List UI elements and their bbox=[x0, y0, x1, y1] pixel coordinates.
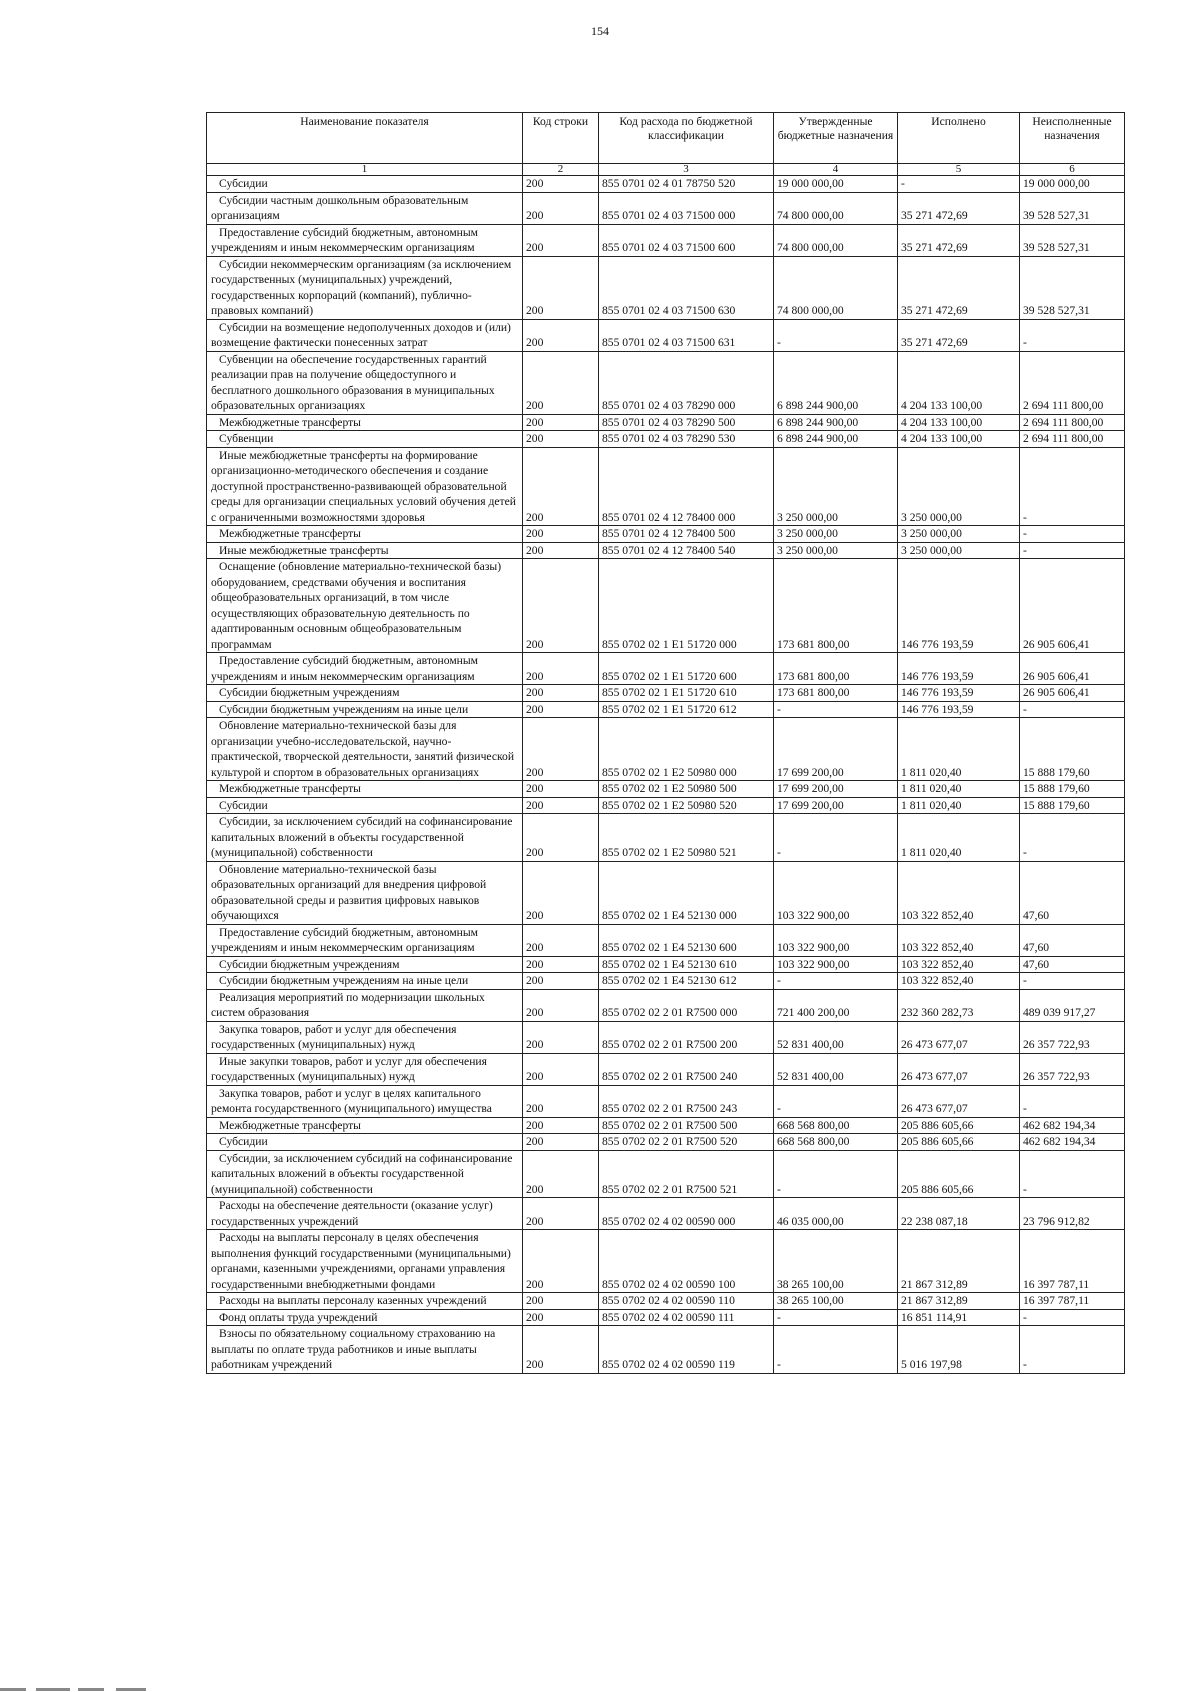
indicator-name-cell: Субвенции bbox=[207, 431, 523, 448]
unexecuted-amount-cell: 26 905 606,41 bbox=[1020, 685, 1125, 702]
indicator-name-cell: Субсидии частным дошкольным образовательным организациям bbox=[207, 192, 523, 224]
expense-code-cell: 855 0702 02 1 E2 50980 521 bbox=[599, 814, 774, 862]
expense-code-cell: 855 0701 02 4 03 71500 600 bbox=[599, 224, 774, 256]
executed-amount-cell: 146 776 193,59 bbox=[898, 653, 1020, 685]
unexecuted-amount-cell: 16 397 787,11 bbox=[1020, 1230, 1125, 1293]
expense-code-cell: 855 0701 02 4 03 71500 630 bbox=[599, 256, 774, 319]
expense-code-cell: 855 0701 02 4 12 78400 500 bbox=[599, 526, 774, 543]
expense-code-cell: 855 0702 02 1 E1 51720 610 bbox=[599, 685, 774, 702]
table-row bbox=[207, 1150, 1125, 1198]
approved-amount-cell: 3 250 000,00 bbox=[774, 447, 898, 526]
indicator-name-cell: Обновление материально-технической базы образовательных организаций для внедрения цифровой образовательной среды и развития цифровых навыков обучающихся bbox=[207, 861, 523, 924]
approved-amount-cell: - bbox=[774, 319, 898, 351]
unexecuted-amount-cell: 16 397 787,11 bbox=[1020, 1293, 1125, 1310]
indicator-name-cell: Межбюджетные трансферты bbox=[207, 1117, 523, 1134]
unexecuted-amount-cell: 2 694 111 800,00 bbox=[1020, 431, 1125, 448]
approved-amount-cell: 74 800 000,00 bbox=[774, 256, 898, 319]
line-code-cell: 200 bbox=[523, 176, 599, 193]
table-row bbox=[207, 447, 1125, 526]
expense-code-cell: 855 0701 02 4 12 78400 540 bbox=[599, 542, 774, 559]
line-code-cell: 200 bbox=[523, 1230, 599, 1293]
line-code-cell: 200 bbox=[523, 1053, 599, 1085]
table-header-row bbox=[207, 113, 1125, 164]
approved-amount-cell: 173 681 800,00 bbox=[774, 653, 898, 685]
executed-amount-cell: 103 322 852,40 bbox=[898, 924, 1020, 956]
executed-amount-cell: 4 204 133 100,00 bbox=[898, 431, 1020, 448]
unexecuted-amount-cell: - bbox=[1020, 542, 1125, 559]
unexecuted-amount-cell: 39 528 527,31 bbox=[1020, 224, 1125, 256]
scan-artifact bbox=[36, 1688, 70, 1691]
table-row bbox=[207, 256, 1125, 319]
expense-code-cell: 855 0702 02 1 E4 52130 610 bbox=[599, 956, 774, 973]
line-code-cell: 200 bbox=[523, 351, 599, 414]
indicator-name-cell: Иные межбюджетные трансферты на формирование организационно-методического обеспечения и создание доступной пространственно-развивающей образовательной среды для организации специальных условий обучения детей с ограниченными возможностями здоровья bbox=[207, 447, 523, 526]
approved-amount-cell: - bbox=[774, 1309, 898, 1326]
indicator-name-cell: Субсидии бюджетным учреждениям на иные цели bbox=[207, 701, 523, 718]
table-row bbox=[207, 653, 1125, 685]
executed-amount-cell: 26 473 677,07 bbox=[898, 1085, 1020, 1117]
table-row bbox=[207, 814, 1125, 862]
line-code-cell: 200 bbox=[523, 924, 599, 956]
approved-amount-cell: 173 681 800,00 bbox=[774, 685, 898, 702]
line-code-cell: 200 bbox=[523, 685, 599, 702]
table-row bbox=[207, 176, 1125, 193]
indicator-name-cell: Субсидии bbox=[207, 797, 523, 814]
unexecuted-amount-cell: - bbox=[1020, 701, 1125, 718]
indicator-name-cell: Взносы по обязательному социальному страхованию на выплаты по оплате труда работников и иные выплаты работникам учреждений bbox=[207, 1326, 523, 1374]
expense-code-cell: 855 0702 02 1 E2 50980 000 bbox=[599, 718, 774, 781]
indicator-name-cell: Фонд оплаты труда учреждений bbox=[207, 1309, 523, 1326]
column-number: 2 bbox=[523, 164, 599, 176]
indicator-name-cell: Закупка товаров, работ и услуг для обеспечения государственных (муниципальных) нужд bbox=[207, 1021, 523, 1053]
expense-code-cell: 855 0701 02 4 01 78750 520 bbox=[599, 176, 774, 193]
header-expense-code: Код расхода по бюджетной классификации bbox=[599, 113, 774, 164]
table-row bbox=[207, 351, 1125, 414]
expense-code-cell: 855 0701 02 4 12 78400 000 bbox=[599, 447, 774, 526]
approved-amount-cell: 668 568 800,00 bbox=[774, 1117, 898, 1134]
unexecuted-amount-cell: 39 528 527,31 bbox=[1020, 192, 1125, 224]
unexecuted-amount-cell: - bbox=[1020, 1326, 1125, 1374]
table-row bbox=[207, 1117, 1125, 1134]
executed-amount-cell: 16 851 114,91 bbox=[898, 1309, 1020, 1326]
table-row bbox=[207, 701, 1125, 718]
indicator-name-cell: Субсидии bbox=[207, 176, 523, 193]
unexecuted-amount-cell: 26 357 722,93 bbox=[1020, 1053, 1125, 1085]
executed-amount-cell: 205 886 605,66 bbox=[898, 1134, 1020, 1151]
indicator-name-cell: Обновление материально-технической базы для организации учебно-исследовательской, научно-практической, творческой деятельности, занятий физической культурой и спортом в образовательных организациях bbox=[207, 718, 523, 781]
approved-amount-cell: 103 322 900,00 bbox=[774, 861, 898, 924]
expense-code-cell: 855 0702 02 1 E1 51720 600 bbox=[599, 653, 774, 685]
line-code-cell: 200 bbox=[523, 701, 599, 718]
approved-amount-cell: 52 831 400,00 bbox=[774, 1021, 898, 1053]
expense-code-cell: 855 0702 02 4 02 00590 119 bbox=[599, 1326, 774, 1374]
table-row bbox=[207, 685, 1125, 702]
executed-amount-cell: 3 250 000,00 bbox=[898, 542, 1020, 559]
indicator-name-cell: Расходы на выплаты персоналу казенных учреждений bbox=[207, 1293, 523, 1310]
approved-amount-cell: 6 898 244 900,00 bbox=[774, 414, 898, 431]
line-code-cell: 200 bbox=[523, 653, 599, 685]
indicator-name-cell: Иные закупки товаров, работ и услуг для обеспечения государственных (муниципальных) нужд bbox=[207, 1053, 523, 1085]
header-indicator-name: Наименование показателя bbox=[207, 113, 523, 164]
indicator-name-cell: Закупка товаров, работ и услуг в целях капитального ремонта государственного (муниципального) имущества bbox=[207, 1085, 523, 1117]
table-row bbox=[207, 431, 1125, 448]
unexecuted-amount-cell: - bbox=[1020, 526, 1125, 543]
approved-amount-cell: - bbox=[774, 1326, 898, 1374]
line-code-cell: 200 bbox=[523, 319, 599, 351]
table-row bbox=[207, 526, 1125, 543]
expense-code-cell: 855 0701 02 4 03 78290 500 bbox=[599, 414, 774, 431]
executed-amount-cell: 1 811 020,40 bbox=[898, 718, 1020, 781]
expense-code-cell: 855 0701 02 4 03 71500 631 bbox=[599, 319, 774, 351]
scan-artifact bbox=[0, 1688, 26, 1691]
executed-amount-cell: 35 271 472,69 bbox=[898, 256, 1020, 319]
line-code-cell: 200 bbox=[523, 542, 599, 559]
unexecuted-amount-cell: 26 357 722,93 bbox=[1020, 1021, 1125, 1053]
unexecuted-amount-cell: 23 796 912,82 bbox=[1020, 1198, 1125, 1230]
scan-artifact bbox=[116, 1688, 146, 1691]
table-row bbox=[207, 1198, 1125, 1230]
line-code-cell: 200 bbox=[523, 224, 599, 256]
expense-code-cell: 855 0702 02 2 01 R7500 000 bbox=[599, 989, 774, 1021]
column-number: 3 bbox=[599, 164, 774, 176]
table-row bbox=[207, 192, 1125, 224]
table-row bbox=[207, 861, 1125, 924]
unexecuted-amount-cell: 15 888 179,60 bbox=[1020, 718, 1125, 781]
unexecuted-amount-cell: - bbox=[1020, 319, 1125, 351]
line-code-cell: 200 bbox=[523, 1198, 599, 1230]
expense-code-cell: 855 0702 02 4 02 00590 000 bbox=[599, 1198, 774, 1230]
executed-amount-cell: 232 360 282,73 bbox=[898, 989, 1020, 1021]
header-approved: Утвержденные бюджетные назначения bbox=[774, 113, 898, 164]
unexecuted-amount-cell: 2 694 111 800,00 bbox=[1020, 351, 1125, 414]
executed-amount-cell: 103 322 852,40 bbox=[898, 861, 1020, 924]
line-code-cell: 200 bbox=[523, 192, 599, 224]
executed-amount-cell: 5 016 197,98 bbox=[898, 1326, 1020, 1374]
column-number: 5 bbox=[898, 164, 1020, 176]
table-body bbox=[207, 176, 1125, 1374]
indicator-name-cell: Предоставление субсидий бюджетным, автономным учреждениям и иным некоммерческим организациям bbox=[207, 653, 523, 685]
unexecuted-amount-cell: - bbox=[1020, 447, 1125, 526]
expense-code-cell: 855 0702 02 1 E4 52130 600 bbox=[599, 924, 774, 956]
executed-amount-cell: 146 776 193,59 bbox=[898, 701, 1020, 718]
expense-code-cell: 855 0702 02 1 E2 50980 500 bbox=[599, 781, 774, 798]
table-row bbox=[207, 924, 1125, 956]
unexecuted-amount-cell: 26 905 606,41 bbox=[1020, 559, 1125, 653]
unexecuted-amount-cell: 47,60 bbox=[1020, 924, 1125, 956]
indicator-name-cell: Межбюджетные трансферты bbox=[207, 414, 523, 431]
indicator-name-cell: Межбюджетные трансферты bbox=[207, 526, 523, 543]
line-code-cell: 200 bbox=[523, 447, 599, 526]
indicator-name-cell: Оснащение (обновление материально-технической базы) оборудованием, средствами обучения и воспитания общеобразовательных организаций, в том числе осуществляющих образовательную деятельность по адаптированным основным общеобразовательным программам bbox=[207, 559, 523, 653]
table-row bbox=[207, 1085, 1125, 1117]
indicator-name-cell: Субсидии, за исключением субсидий на софинансирование капитальных вложений в объекты государственной (муниципальной) собственности bbox=[207, 814, 523, 862]
table-row bbox=[207, 1326, 1125, 1374]
unexecuted-amount-cell: 47,60 bbox=[1020, 956, 1125, 973]
header-line-code: Код строки bbox=[523, 113, 599, 164]
unexecuted-amount-cell: 15 888 179,60 bbox=[1020, 781, 1125, 798]
approved-amount-cell: - bbox=[774, 814, 898, 862]
budget-execution-table bbox=[206, 112, 1125, 1374]
unexecuted-amount-cell: - bbox=[1020, 814, 1125, 862]
column-number: 6 bbox=[1020, 164, 1125, 176]
header-executed: Исполнено bbox=[898, 113, 1020, 164]
unexecuted-amount-cell: 462 682 194,34 bbox=[1020, 1117, 1125, 1134]
expense-code-cell: 855 0701 02 4 03 71500 000 bbox=[599, 192, 774, 224]
unexecuted-amount-cell: 489 039 917,27 bbox=[1020, 989, 1125, 1021]
line-code-cell: 200 bbox=[523, 256, 599, 319]
table-row bbox=[207, 1021, 1125, 1053]
expense-code-cell: 855 0702 02 1 E4 52130 000 bbox=[599, 861, 774, 924]
column-number: 1 bbox=[207, 164, 523, 176]
indicator-name-cell: Субсидии бюджетным учреждениям bbox=[207, 685, 523, 702]
indicator-name-cell: Субвенции на обеспечение государственных гарантий реализации прав на получение общедоступного и бесплатного дошкольного образования в муниципальных образовательных организациях bbox=[207, 351, 523, 414]
expense-code-cell: 855 0702 02 2 01 R7500 500 bbox=[599, 1117, 774, 1134]
table-row bbox=[207, 542, 1125, 559]
expense-code-cell: 855 0702 02 4 02 00590 111 bbox=[599, 1309, 774, 1326]
executed-amount-cell: 103 322 852,40 bbox=[898, 973, 1020, 990]
approved-amount-cell: - bbox=[774, 973, 898, 990]
executed-amount-cell: 1 811 020,40 bbox=[898, 781, 1020, 798]
line-code-cell: 200 bbox=[523, 1309, 599, 1326]
executed-amount-cell: 35 271 472,69 bbox=[898, 319, 1020, 351]
executed-amount-cell: 1 811 020,40 bbox=[898, 814, 1020, 862]
indicator-name-cell: Предоставление субсидий бюджетным, автономным учреждениям и иным некоммерческим организациям bbox=[207, 224, 523, 256]
line-code-cell: 200 bbox=[523, 861, 599, 924]
approved-amount-cell: 17 699 200,00 bbox=[774, 797, 898, 814]
expense-code-cell: 855 0702 02 4 02 00590 100 bbox=[599, 1230, 774, 1293]
unexecuted-amount-cell: 47,60 bbox=[1020, 861, 1125, 924]
unexecuted-amount-cell: 15 888 179,60 bbox=[1020, 797, 1125, 814]
executed-amount-cell: 22 238 087,18 bbox=[898, 1198, 1020, 1230]
table-row bbox=[207, 797, 1125, 814]
table-row bbox=[207, 1293, 1125, 1310]
expense-code-cell: 855 0702 02 1 E1 51720 612 bbox=[599, 701, 774, 718]
line-code-cell: 200 bbox=[523, 956, 599, 973]
line-code-cell: 200 bbox=[523, 814, 599, 862]
expense-code-cell: 855 0702 02 2 01 R7500 521 bbox=[599, 1150, 774, 1198]
approved-amount-cell: 74 800 000,00 bbox=[774, 192, 898, 224]
line-code-cell: 200 bbox=[523, 1293, 599, 1310]
approved-amount-cell: 38 265 100,00 bbox=[774, 1293, 898, 1310]
approved-amount-cell: 17 699 200,00 bbox=[774, 718, 898, 781]
indicator-name-cell: Субсидии бюджетным учреждениям на иные цели bbox=[207, 973, 523, 990]
executed-amount-cell: - bbox=[898, 176, 1020, 193]
unexecuted-amount-cell: 2 694 111 800,00 bbox=[1020, 414, 1125, 431]
indicator-name-cell: Межбюджетные трансферты bbox=[207, 781, 523, 798]
table-row bbox=[207, 1230, 1125, 1293]
table-row bbox=[207, 956, 1125, 973]
approved-amount-cell: 74 800 000,00 bbox=[774, 224, 898, 256]
table-row bbox=[207, 1053, 1125, 1085]
unexecuted-amount-cell: 19 000 000,00 bbox=[1020, 176, 1125, 193]
executed-amount-cell: 26 473 677,07 bbox=[898, 1021, 1020, 1053]
executed-amount-cell: 21 867 312,89 bbox=[898, 1293, 1020, 1310]
executed-amount-cell: 146 776 193,59 bbox=[898, 559, 1020, 653]
line-code-cell: 200 bbox=[523, 1134, 599, 1151]
line-code-cell: 200 bbox=[523, 1117, 599, 1134]
column-number: 4 bbox=[774, 164, 898, 176]
approved-amount-cell: 103 322 900,00 bbox=[774, 956, 898, 973]
approved-amount-cell: 46 035 000,00 bbox=[774, 1198, 898, 1230]
line-code-cell: 200 bbox=[523, 414, 599, 431]
executed-amount-cell: 35 271 472,69 bbox=[898, 192, 1020, 224]
expense-code-cell: 855 0702 02 2 01 R7500 243 bbox=[599, 1085, 774, 1117]
line-code-cell: 200 bbox=[523, 431, 599, 448]
unexecuted-amount-cell: - bbox=[1020, 1309, 1125, 1326]
approved-amount-cell: - bbox=[774, 701, 898, 718]
table-row bbox=[207, 559, 1125, 653]
approved-amount-cell: 6 898 244 900,00 bbox=[774, 431, 898, 448]
approved-amount-cell: - bbox=[774, 1085, 898, 1117]
approved-amount-cell: 668 568 800,00 bbox=[774, 1134, 898, 1151]
expense-code-cell: 855 0702 02 1 E2 50980 520 bbox=[599, 797, 774, 814]
unexecuted-amount-cell: - bbox=[1020, 973, 1125, 990]
column-number-row bbox=[207, 164, 1125, 176]
executed-amount-cell: 3 250 000,00 bbox=[898, 526, 1020, 543]
executed-amount-cell: 4 204 133 100,00 bbox=[898, 414, 1020, 431]
unexecuted-amount-cell: - bbox=[1020, 1085, 1125, 1117]
line-code-cell: 200 bbox=[523, 718, 599, 781]
unexecuted-amount-cell: 26 905 606,41 bbox=[1020, 653, 1125, 685]
indicator-name-cell: Предоставление субсидий бюджетным, автономным учреждениям и иным некоммерческим организациям bbox=[207, 924, 523, 956]
executed-amount-cell: 35 271 472,69 bbox=[898, 224, 1020, 256]
expense-code-cell: 855 0702 02 1 E1 51720 000 bbox=[599, 559, 774, 653]
executed-amount-cell: 205 886 605,66 bbox=[898, 1150, 1020, 1198]
executed-amount-cell: 3 250 000,00 bbox=[898, 447, 1020, 526]
indicator-name-cell: Субсидии bbox=[207, 1134, 523, 1151]
line-code-cell: 200 bbox=[523, 1150, 599, 1198]
line-code-cell: 200 bbox=[523, 1326, 599, 1374]
line-code-cell: 200 bbox=[523, 1085, 599, 1117]
line-code-cell: 200 bbox=[523, 559, 599, 653]
approved-amount-cell: 6 898 244 900,00 bbox=[774, 351, 898, 414]
table-row bbox=[207, 1309, 1125, 1326]
approved-amount-cell: 52 831 400,00 bbox=[774, 1053, 898, 1085]
expense-code-cell: 855 0702 02 2 01 R7500 200 bbox=[599, 1021, 774, 1053]
unexecuted-amount-cell: 39 528 527,31 bbox=[1020, 256, 1125, 319]
indicator-name-cell: Расходы на обеспечение деятельности (оказание услуг) государственных учреждений bbox=[207, 1198, 523, 1230]
table-row bbox=[207, 781, 1125, 798]
header-unexecuted: Неисполненные назначения bbox=[1020, 113, 1125, 164]
table-row bbox=[207, 224, 1125, 256]
approved-amount-cell: 103 322 900,00 bbox=[774, 924, 898, 956]
approved-amount-cell: 38 265 100,00 bbox=[774, 1230, 898, 1293]
table-row bbox=[207, 718, 1125, 781]
line-code-cell: 200 bbox=[523, 973, 599, 990]
expense-code-cell: 855 0702 02 1 E4 52130 612 bbox=[599, 973, 774, 990]
line-code-cell: 200 bbox=[523, 989, 599, 1021]
table-row bbox=[207, 414, 1125, 431]
page-number: 154 bbox=[591, 24, 609, 38]
table-row bbox=[207, 319, 1125, 351]
line-code-cell: 200 bbox=[523, 781, 599, 798]
expense-code-cell: 855 0701 02 4 03 78290 530 bbox=[599, 431, 774, 448]
executed-amount-cell: 1 811 020,40 bbox=[898, 797, 1020, 814]
executed-amount-cell: 146 776 193,59 bbox=[898, 685, 1020, 702]
executed-amount-cell: 26 473 677,07 bbox=[898, 1053, 1020, 1085]
indicator-name-cell: Субсидии некоммерческим организациям (за исключением государственных (муниципальных) учреждений, государственных корпораций (компаний), публично-правовых компаний) bbox=[207, 256, 523, 319]
expense-code-cell: 855 0702 02 2 01 R7500 240 bbox=[599, 1053, 774, 1085]
scan-artifact bbox=[78, 1688, 104, 1691]
line-code-cell: 200 bbox=[523, 797, 599, 814]
indicator-name-cell: Субсидии на возмещение недополученных доходов и (или) возмещение фактически понесенных затрат bbox=[207, 319, 523, 351]
unexecuted-amount-cell: - bbox=[1020, 1150, 1125, 1198]
table-row bbox=[207, 973, 1125, 990]
table-row bbox=[207, 989, 1125, 1021]
approved-amount-cell: 17 699 200,00 bbox=[774, 781, 898, 798]
approved-amount-cell: 3 250 000,00 bbox=[774, 542, 898, 559]
approved-amount-cell: 173 681 800,00 bbox=[774, 559, 898, 653]
expense-code-cell: 855 0702 02 2 01 R7500 520 bbox=[599, 1134, 774, 1151]
indicator-name-cell: Реализация мероприятий по модернизации школьных систем образования bbox=[207, 989, 523, 1021]
expense-code-cell: 855 0702 02 4 02 00590 110 bbox=[599, 1293, 774, 1310]
executed-amount-cell: 205 886 605,66 bbox=[898, 1117, 1020, 1134]
indicator-name-cell: Расходы на выплаты персоналу в целях обеспечения выполнения функций государственными (муниципальными) органами, казенными учреждениями, органами управления государственными внебюджетными фондами bbox=[207, 1230, 523, 1293]
table-row bbox=[207, 1134, 1125, 1151]
indicator-name-cell: Субсидии бюджетным учреждениям bbox=[207, 956, 523, 973]
indicator-name-cell: Иные межбюджетные трансферты bbox=[207, 542, 523, 559]
approved-amount-cell: 19 000 000,00 bbox=[774, 176, 898, 193]
expense-code-cell: 855 0701 02 4 03 78290 000 bbox=[599, 351, 774, 414]
approved-amount-cell: 3 250 000,00 bbox=[774, 526, 898, 543]
indicator-name-cell: Субсидии, за исключением субсидий на софинансирование капитальных вложений в объекты государственной (муниципальной) собственности bbox=[207, 1150, 523, 1198]
executed-amount-cell: 21 867 312,89 bbox=[898, 1230, 1020, 1293]
approved-amount-cell: - bbox=[774, 1150, 898, 1198]
line-code-cell: 200 bbox=[523, 526, 599, 543]
approved-amount-cell: 721 400 200,00 bbox=[774, 989, 898, 1021]
unexecuted-amount-cell: 462 682 194,34 bbox=[1020, 1134, 1125, 1151]
line-code-cell: 200 bbox=[523, 1021, 599, 1053]
executed-amount-cell: 4 204 133 100,00 bbox=[898, 351, 1020, 414]
executed-amount-cell: 103 322 852,40 bbox=[898, 956, 1020, 973]
